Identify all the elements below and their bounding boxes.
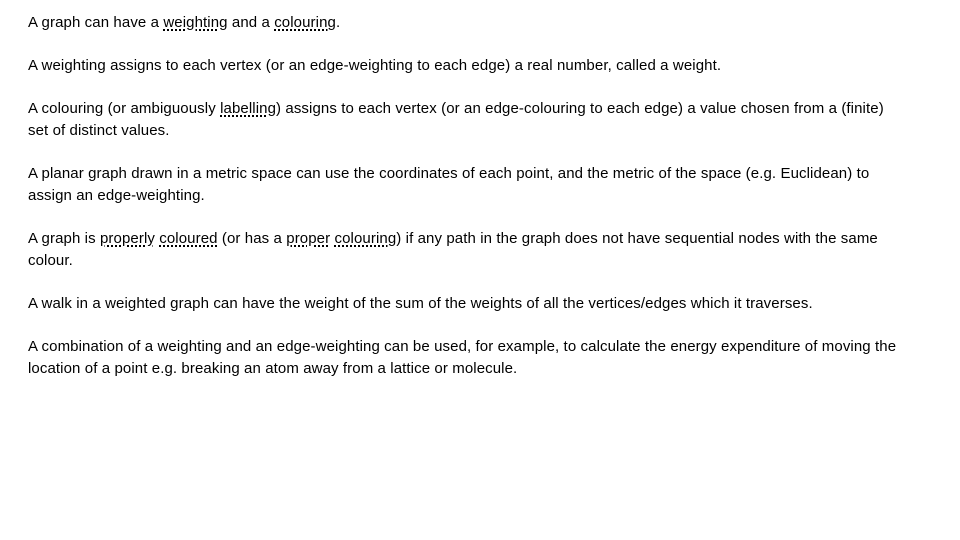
term-coloured: coloured xyxy=(159,230,218,247)
text-run: and a xyxy=(227,14,275,31)
term-properly: properly xyxy=(99,230,155,247)
paragraph-planar-graph: A planar graph drawn in a metric space can use the coordinates of each point, and the metric of the space (e.g. Euclidean) to assign an edge-weighting. xyxy=(28,165,870,204)
paragraph-walk-weight: A walk in a weighted graph can have the weight of the sum of the weights of all the vertices/edges which it traverses. xyxy=(28,295,813,312)
text-run: (or has a xyxy=(217,230,287,247)
term-weighting: weighting xyxy=(163,14,228,31)
paragraph-graph-properties xyxy=(28,12,908,34)
paragraph-proper-colouring xyxy=(28,228,908,272)
paragraph-energy-example: A combination of a weighting and an edge-weighting can be used, for example, to calculate the energy expenditure of moving the location of a point e.g. breaking an atom away from a lattice or molecule. xyxy=(28,338,897,377)
text-run: . xyxy=(335,14,341,31)
paragraph-colouring-definition xyxy=(28,98,908,142)
term-labelling: labelling xyxy=(220,100,277,117)
text-run: ) assigns to each vertex (or an edge-colouring to each edge) a value chosen from a (finite) set of distinct values. xyxy=(28,100,884,139)
text-run: A graph can have a xyxy=(28,14,164,31)
slide-content xyxy=(28,12,908,401)
paragraph-weighting-definition: A weighting assigns to each vertex (or an edge-weighting to each edge) a real number, called a weight. xyxy=(28,57,722,74)
text-run: ) if any path in the graph does not have sequential nodes with the same colour. xyxy=(28,230,878,269)
term-colouring-2: colouring xyxy=(334,230,397,247)
term-colouring: colouring xyxy=(274,14,336,31)
term-proper: proper xyxy=(286,230,331,247)
text-run: A colouring (or ambiguously xyxy=(28,100,221,117)
text-run: A graph is xyxy=(28,230,100,247)
